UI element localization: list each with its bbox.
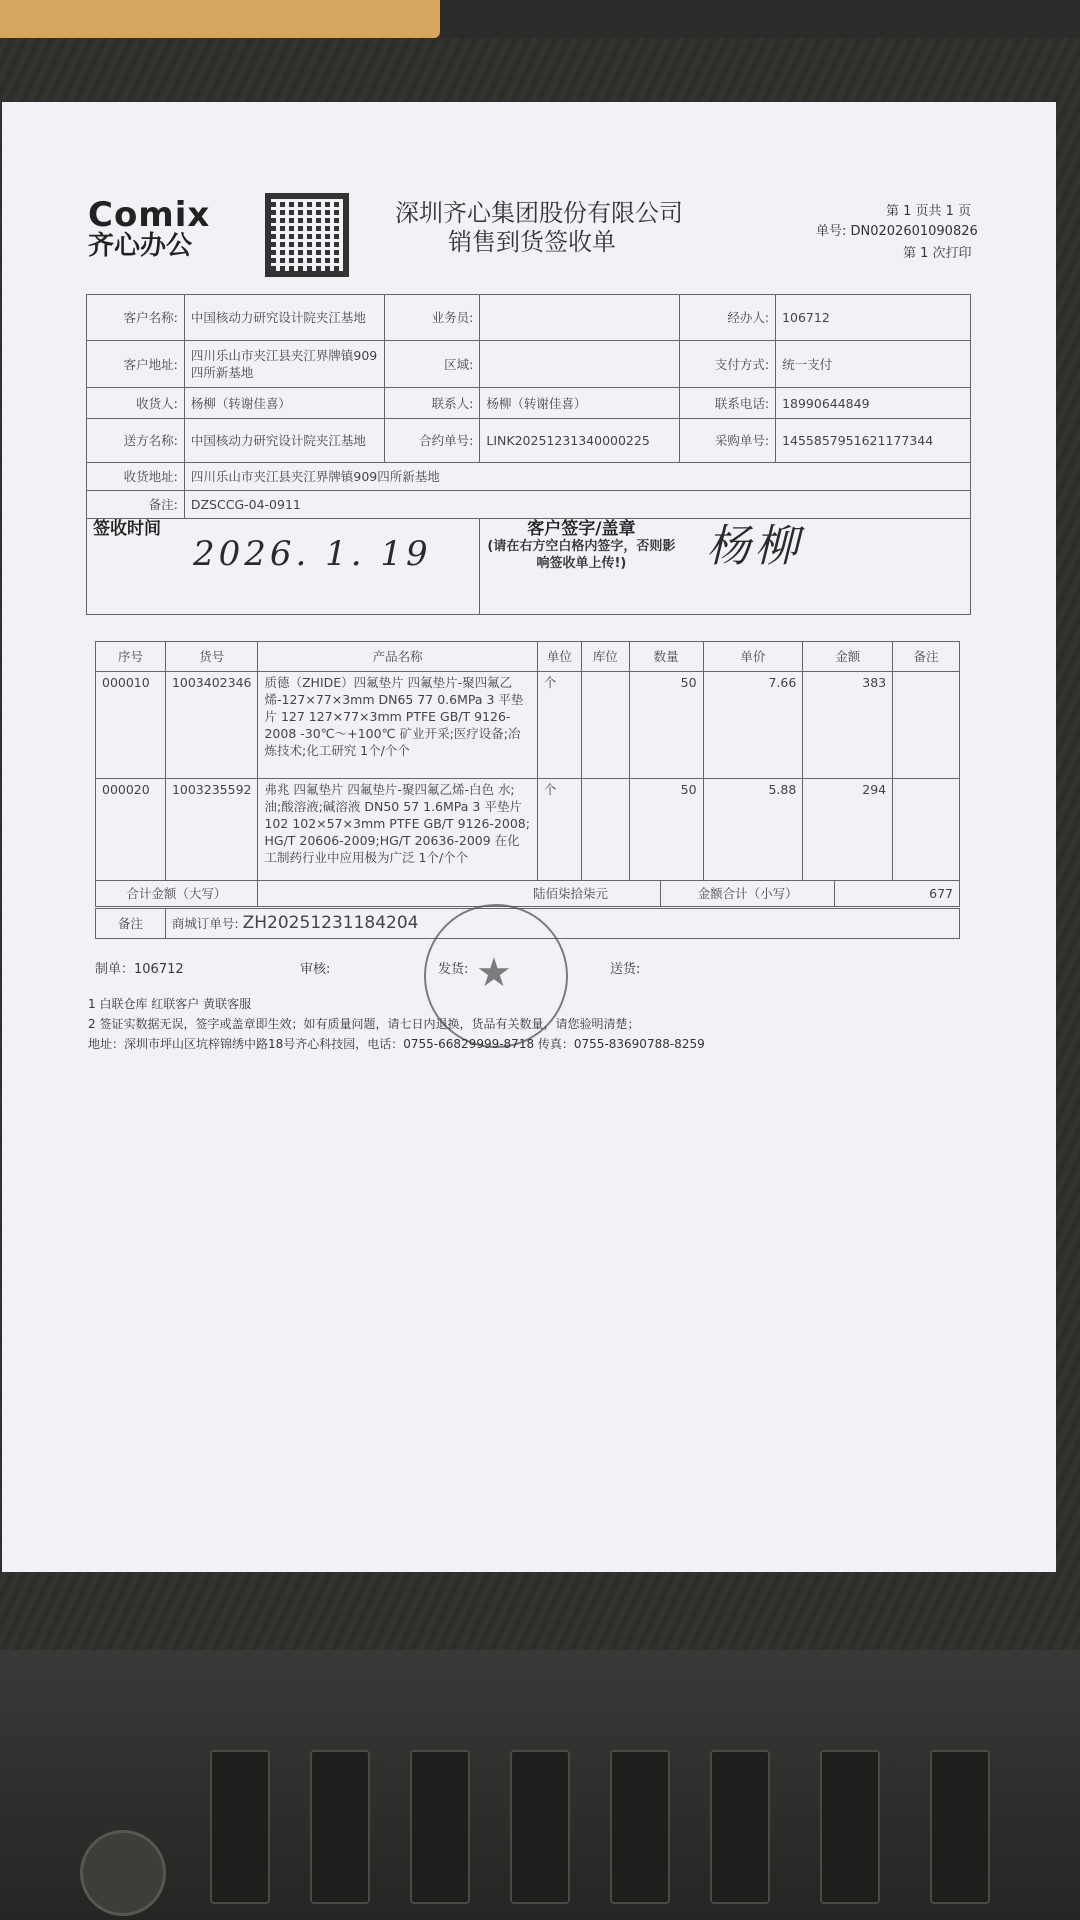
row-code: 1003402346 [165, 672, 258, 779]
col-code: 货号 [165, 642, 258, 672]
row-name: 弗兆 四氟垫片 四氟垫片-聚四氟乙烯-白色 水;油;酸溶液;碱溶液 DN50 57 1.6MPa 3 平垫片 102 102×57×3mm PTFE GB/T 9126-2008; HG/T 20606-2009;HG/T 20636-2009 在化工制药行业中应用极为广泛 1个/个个 [258, 779, 537, 881]
col-note: 备注 [893, 642, 960, 672]
star-icon: ★ [476, 950, 512, 996]
tray-slot [510, 1750, 570, 1904]
row-seq: 000010 [96, 672, 166, 779]
payment-value: 统一支付 [776, 341, 971, 388]
row-qty: 50 [629, 779, 703, 881]
col-location: 库位 [581, 642, 629, 672]
payment-label: 支付方式: [680, 341, 776, 388]
ship-to-label: 送方名称: [87, 419, 185, 463]
col-unit: 单位 [537, 642, 581, 672]
sign-time-cell [87, 519, 480, 615]
document-title: 销售到货签收单 [448, 228, 616, 256]
handler-value: 106712 [776, 295, 971, 341]
auditor-label: 审核: [300, 962, 331, 977]
footer-line-1: 1 白联仓库 红联客户 黄联客服 [88, 997, 252, 1011]
row-unit: 个 [537, 779, 581, 881]
receive-address-label: 收货地址: [87, 463, 185, 491]
customer-info-table [86, 294, 971, 615]
mall-order-number: ZH20251231184204 [242, 913, 419, 933]
mall-order-label: 商城订单号: [171, 916, 239, 931]
tray-slot [210, 1750, 270, 1904]
customer-name-label: 客户名称: [87, 295, 185, 341]
consignee-label: 收货人: [87, 388, 185, 419]
tray-slot [820, 1750, 880, 1904]
customer-signature: 杨柳 [706, 521, 803, 572]
mall-order-cell [165, 909, 959, 939]
row-amount: 383 [803, 672, 893, 779]
note-label: 备注 [96, 909, 166, 939]
row-location [581, 672, 629, 779]
row-code: 1003235592 [165, 779, 258, 881]
table-row [96, 672, 960, 779]
customer-address: 四川乐山市夹江县夹江界牌镇909四所新基地 [184, 341, 384, 388]
row-unit: 个 [537, 672, 581, 779]
purchase-value: 1455857951621177344 [776, 419, 971, 463]
footer-address: 地址：深圳市坪山区坑梓锦绣中路18号齐心科技园，电话：0755-66829999-8718 传真：0755-83690788-8259 [88, 1037, 705, 1051]
tray-slot [610, 1750, 670, 1904]
row-price: 7.66 [703, 672, 803, 779]
consignee-value: 杨柳（转谢佳喜） [184, 388, 384, 419]
logo-chinese: 齐心办公 [88, 231, 193, 261]
remark-value: DZSCCG-04-0911 [184, 491, 970, 519]
salesperson-value [480, 295, 680, 341]
contract-label: 合约单号: [384, 419, 480, 463]
customer-sign-cell [480, 519, 971, 615]
sign-time-label: 签收时间 [93, 519, 161, 539]
tray-slot [930, 1750, 990, 1904]
total-lower: 677 [835, 881, 960, 907]
print-count: 第 1 次打印 [903, 246, 972, 261]
receive-address: 四川乐山市夹江县夹江界牌镇909四所新基地 [184, 463, 970, 491]
logo-comix: Comix [88, 195, 211, 235]
maker-label: 制单：106712 [95, 962, 184, 977]
row-seq: 000020 [96, 779, 166, 881]
shipper-label: 发货: [438, 962, 469, 977]
remark-label: 备注: [87, 491, 185, 519]
purchase-label: 采购单号: [680, 419, 776, 463]
items-header-row [96, 642, 960, 672]
col-amount: 金额 [803, 642, 893, 672]
tray-slot [410, 1750, 470, 1904]
col-name: 产品名称 [258, 642, 537, 672]
customer-sign-hint: (请在右方空白格内签字，否则影响签收单上传!) [487, 539, 676, 571]
envelope-corner [0, 0, 440, 38]
document-number: 单号: DN0202601090826 [816, 224, 978, 239]
row-name: 质德（ZHIDE）四氟垫片 四氟垫片-聚四氟乙烯-127×77×3mm DN65 77 0.6MPa 3 平垫片 127 127×77×3mm PTFE GB/T 9126-2008 -30℃～+100℃ 矿业开采;医疗设备;冶炼技术;化工研究 1个/个个 [258, 672, 537, 779]
screw-icon [80, 1830, 166, 1916]
page-info: 第 1 页共 1 页 [886, 204, 972, 219]
col-seq: 序号 [96, 642, 166, 672]
total-upper: 陆佰柒拾柒元 [527, 881, 661, 907]
customer-name: 中国核动力研究设计院夹江基地 [184, 295, 384, 341]
summary-spacer [257, 881, 527, 907]
row-qty: 50 [629, 672, 703, 779]
region-label: 区域: [384, 341, 480, 388]
table-row [96, 779, 960, 881]
salesperson-label: 业务员: [384, 295, 480, 341]
phone-label: 联系电话: [680, 388, 776, 419]
total-upper-label: 合计金额（大写） [96, 881, 258, 907]
col-price: 单价 [703, 642, 803, 672]
deliver-label: 送货: [610, 962, 641, 977]
tray-slot [710, 1750, 770, 1904]
contact-value: 杨柳（转谢佳喜） [480, 388, 680, 419]
footer-line-2: 2 签证实数据无误，签字或盖章即生效；如有质量问题，请七日内退换，货品有关数量，请您验明清楚； [88, 1017, 640, 1031]
qr-code-icon [265, 193, 349, 277]
phone-value: 18990644849 [776, 388, 971, 419]
row-price: 5.88 [703, 779, 803, 881]
summary-table [95, 880, 960, 907]
row-note [893, 672, 960, 779]
region-value [480, 341, 680, 388]
total-lower-label: 金额合计（小写） [661, 881, 835, 907]
row-amount: 294 [803, 779, 893, 881]
row-location [581, 779, 629, 881]
customer-sign-label: 客户签字/盖章 [527, 519, 636, 539]
company-name: 深圳齐心集团股份有限公司 [395, 199, 683, 227]
ship-to-value: 中国核动力研究设计院夹江基地 [184, 419, 384, 463]
handler-label: 经办人: [680, 295, 776, 341]
sign-date-handwriting: 2026. 1. 19 [193, 534, 432, 574]
contract-value: LINK20251231340000225 [480, 419, 680, 463]
contact-label: 联系人: [384, 388, 480, 419]
row-note [893, 779, 960, 881]
col-qty: 数量 [629, 642, 703, 672]
tray-slot [310, 1750, 370, 1904]
customer-address-label: 客户地址: [87, 341, 185, 388]
items-table [95, 641, 960, 881]
